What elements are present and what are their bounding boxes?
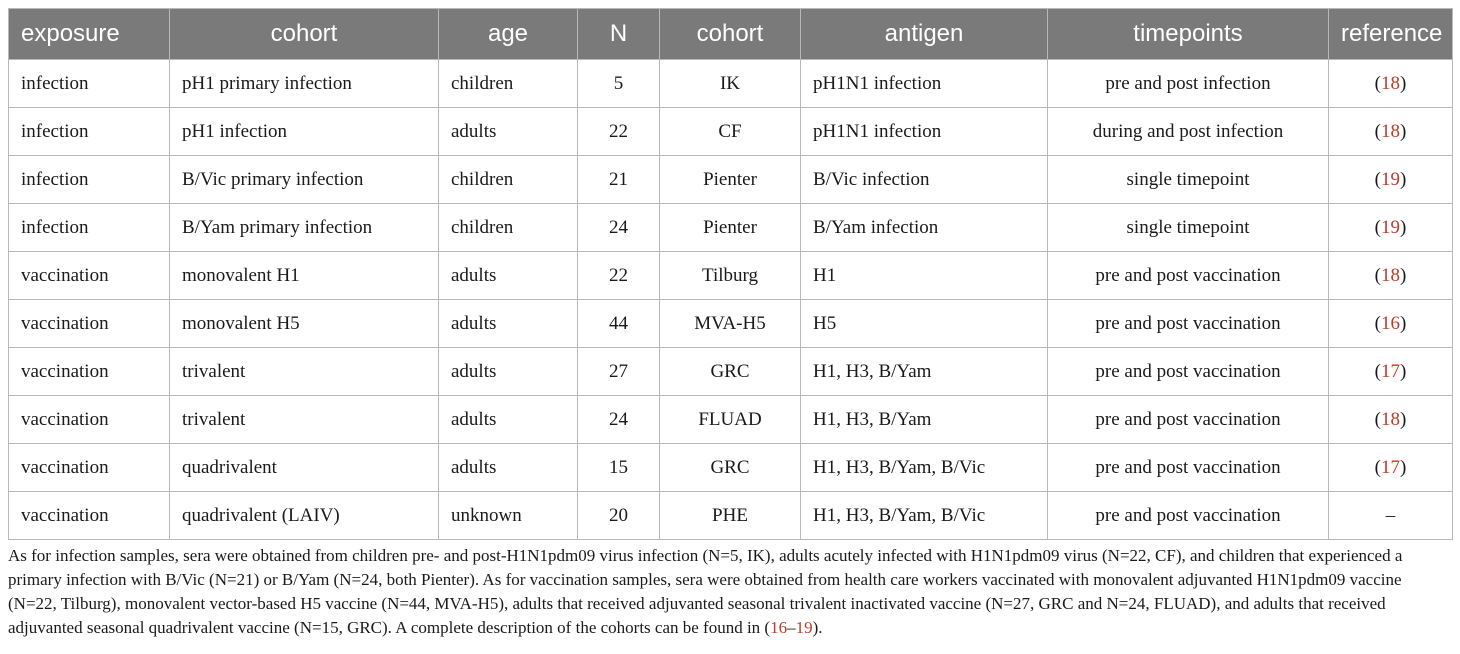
footnote-ref-end[interactable]: 19 [795, 618, 813, 637]
cell-age: unknown [439, 492, 578, 540]
cell-exposure: vaccination [9, 396, 170, 444]
table-row [9, 252, 1453, 300]
cell-exposure: infection [9, 60, 170, 108]
reference-link[interactable]: 18 [1381, 120, 1400, 142]
cell-n: 22 [578, 252, 660, 300]
cell-n: 21 [578, 156, 660, 204]
cell-age: children [439, 204, 578, 252]
cell-age: children [439, 156, 578, 204]
cell-antigen: pH1N1 infection [801, 108, 1048, 156]
cohort-table [8, 8, 1453, 540]
cell-timepoints: pre and post vaccination [1048, 300, 1329, 348]
cell-exposure: infection [9, 204, 170, 252]
cell-cohort-code: GRC [660, 444, 801, 492]
cell-n: 24 [578, 204, 660, 252]
column-header: N [578, 9, 660, 60]
cell-exposure: vaccination [9, 252, 170, 300]
cell-cohort: monovalent H5 [170, 300, 439, 348]
reference-link[interactable]: 18 [1381, 408, 1400, 430]
table-body [9, 60, 1453, 540]
cell-age: adults [439, 444, 578, 492]
cell-reference: (17) [1329, 444, 1453, 492]
cell-age: adults [439, 348, 578, 396]
cell-timepoints: single timepoint [1048, 204, 1329, 252]
cell-reference: (18) [1329, 60, 1453, 108]
cell-cohort-code: IK [660, 60, 801, 108]
cell-cohort: quadrivalent [170, 444, 439, 492]
cell-cohort-code: Tilburg [660, 252, 801, 300]
cell-exposure: infection [9, 108, 170, 156]
cell-timepoints: single timepoint [1048, 156, 1329, 204]
reference-link[interactable]: 16 [1381, 312, 1400, 334]
cell-reference: (16) [1329, 300, 1453, 348]
cell-antigen: H1, H3, B/Yam [801, 396, 1048, 444]
cell-cohort: quadrivalent (LAIV) [170, 492, 439, 540]
cell-antigen: B/Yam infection [801, 204, 1048, 252]
cell-n: 27 [578, 348, 660, 396]
table-row [9, 396, 1453, 444]
cell-n: 22 [578, 108, 660, 156]
cell-antigen: pH1N1 infection [801, 60, 1048, 108]
cell-timepoints: pre and post vaccination [1048, 492, 1329, 540]
reference-link[interactable]: 19 [1381, 168, 1400, 190]
cell-n: 24 [578, 396, 660, 444]
cell-exposure: infection [9, 156, 170, 204]
cell-antigen: H1, H3, B/Yam, B/Vic [801, 492, 1048, 540]
column-header: exposure [9, 9, 170, 60]
table-row [9, 300, 1453, 348]
cell-reference: (18) [1329, 396, 1453, 444]
cohort-table-container [8, 8, 1452, 540]
reference-link[interactable]: 19 [1381, 216, 1400, 238]
reference-link[interactable]: 18 [1381, 264, 1400, 286]
table-row [9, 60, 1453, 108]
table-row [9, 108, 1453, 156]
footnote-ref-start[interactable]: 16 [770, 618, 788, 637]
cell-cohort-code: MVA-H5 [660, 300, 801, 348]
footnote-text: As for infection samples, sera were obtained from children pre- and post-H1N1pdm09 virus infection (N=5, IK), adults acutely infected with H1N1pdm09 virus (N=22, CF), and children that experienced a primary infection with B/Vic (N=21) or B/Yam (N=24, both Pienter). As for vaccination samples, sera were obtained from health care workers vaccinated with monovalent adjuvanted H1N1pdm09 vaccine (N=22, Tilburg), monovalent vector-based H5 vaccine (N=44, MVA-H5), adults that received adjuvanted seasonal trivalent inactivated vaccine (N=27, GRC and N=24, FLUAD), and adults that received adjuvanted seasonal quadrivalent vaccine (N=15, GRC). A complete description of the cohorts can be found in ( [8, 546, 1403, 637]
cell-cohort-code: GRC [660, 348, 801, 396]
cell-age: adults [439, 396, 578, 444]
cell-exposure: vaccination [9, 492, 170, 540]
cell-reference: – [1329, 492, 1453, 540]
cell-cohort: monovalent H1 [170, 252, 439, 300]
reference-link[interactable]: 17 [1381, 456, 1400, 478]
cell-n: 5 [578, 60, 660, 108]
reference-link[interactable]: 17 [1381, 360, 1400, 382]
cell-reference: (18) [1329, 108, 1453, 156]
cell-cohort-code: FLUAD [660, 396, 801, 444]
cell-timepoints: pre and post vaccination [1048, 444, 1329, 492]
cell-cohort: trivalent [170, 396, 439, 444]
cell-exposure: vaccination [9, 300, 170, 348]
cell-timepoints: pre and post vaccination [1048, 348, 1329, 396]
cell-antigen: B/Vic infection [801, 156, 1048, 204]
cell-exposure: vaccination [9, 444, 170, 492]
column-header: timepoints [1048, 9, 1329, 60]
footnote-ref-separator: – [787, 618, 796, 637]
cell-reference: (19) [1329, 156, 1453, 204]
column-header: antigen [801, 9, 1048, 60]
cell-antigen: H1, H3, B/Yam, B/Vic [801, 444, 1048, 492]
cell-reference: (18) [1329, 252, 1453, 300]
cell-reference: (19) [1329, 204, 1453, 252]
cell-n: 44 [578, 300, 660, 348]
cell-antigen: H1 [801, 252, 1048, 300]
table-footnote [8, 544, 1452, 640]
cell-cohort: trivalent [170, 348, 439, 396]
cell-cohort: pH1 infection [170, 108, 439, 156]
column-header: age [439, 9, 578, 60]
cell-antigen: H1, H3, B/Yam [801, 348, 1048, 396]
cell-timepoints: during and post infection [1048, 108, 1329, 156]
table-row [9, 204, 1453, 252]
cell-cohort-code: Pienter [660, 156, 801, 204]
cell-cohort-code: Pienter [660, 204, 801, 252]
cell-age: adults [439, 252, 578, 300]
table-header-row [9, 9, 1453, 60]
cell-age: adults [439, 300, 578, 348]
cell-exposure: vaccination [9, 348, 170, 396]
cell-cohort-code: CF [660, 108, 801, 156]
cell-cohort: B/Vic primary infection [170, 156, 439, 204]
table-row [9, 156, 1453, 204]
cell-reference: (17) [1329, 348, 1453, 396]
cell-timepoints: pre and post infection [1048, 60, 1329, 108]
column-header: cohort [660, 9, 801, 60]
cell-n: 20 [578, 492, 660, 540]
cell-age: adults [439, 108, 578, 156]
cell-timepoints: pre and post vaccination [1048, 396, 1329, 444]
cell-timepoints: pre and post vaccination [1048, 252, 1329, 300]
column-header: reference [1329, 9, 1453, 60]
table-row [9, 492, 1453, 540]
cell-n: 15 [578, 444, 660, 492]
cell-cohort-code: PHE [660, 492, 801, 540]
reference-link[interactable]: 18 [1381, 72, 1400, 94]
cell-cohort: pH1 primary infection [170, 60, 439, 108]
cell-age: children [439, 60, 578, 108]
table-row [9, 444, 1453, 492]
column-header: cohort [170, 9, 439, 60]
cell-cohort: B/Yam primary infection [170, 204, 439, 252]
footnote-closing: ). [812, 618, 823, 637]
table-row [9, 348, 1453, 396]
cell-antigen: H5 [801, 300, 1048, 348]
